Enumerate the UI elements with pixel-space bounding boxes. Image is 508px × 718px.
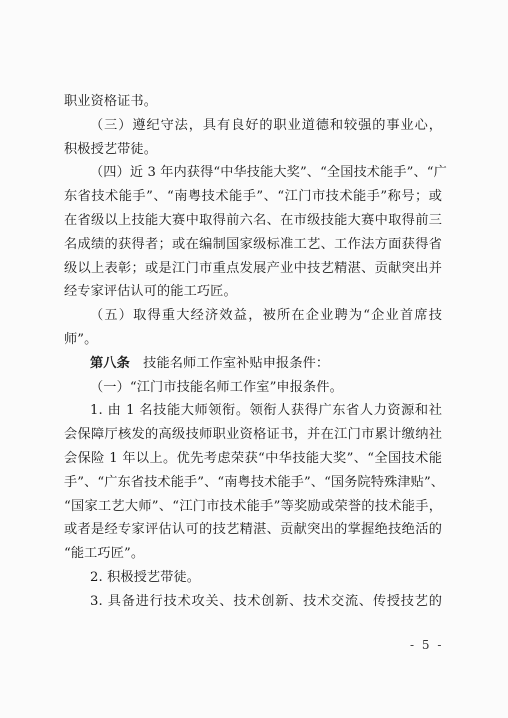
line-text: 或者是经专家评估认可的技艺精湛、贡献突出的掌握绝技绝活的 — [64, 522, 442, 538]
text-line — [64, 423, 442, 447]
text-line — [64, 209, 442, 233]
line-text: 手”、“广东省技术能手”、“南粤技术能手”、“国务院特殊津贴”、 — [64, 474, 445, 490]
line-text: 会保险 1 年以上。优先考虑荣获“中华技能大奖”、“全国技术能 — [64, 450, 442, 466]
line-text: （一）“江门市技能名师工作室”申报条件。 — [90, 379, 343, 395]
line-text: “国家工艺大师”、“江门市技术能手”等奖励或荣誉的技术能手， — [64, 498, 442, 514]
line-text: 技能名师工作室补贴申报条件： — [143, 355, 330, 371]
text-line — [64, 114, 442, 138]
line-text: “能工巧匠”。 — [64, 546, 145, 562]
text-line — [64, 399, 442, 423]
article-label: 第八条 — [90, 355, 130, 371]
line-text: 1. 由 1 名技能大师领衔。领衔人获得广东省人力资源和社 — [90, 403, 442, 419]
p-item-4 — [64, 161, 447, 304]
line-text: 2. 积极授艺带徒。 — [90, 569, 201, 585]
text-line — [64, 495, 442, 519]
p-condition-1 — [64, 399, 445, 566]
p-qualification-tail — [64, 90, 442, 114]
line-text: 经专家评估认可的能工巧匠。 — [64, 284, 237, 300]
text-line — [64, 138, 442, 162]
line-text: （四）近 3 年内获得“中华技能大奖”、“全国技术能手”、“广 — [90, 165, 447, 181]
text-line — [64, 566, 442, 590]
page-number: - 5 - — [410, 638, 444, 652]
line-text: 名成绩的获得者；或在编制国家级标准工艺、工作法方面获得省 — [64, 236, 442, 252]
text-line — [64, 352, 442, 376]
line-text: 职业资格证书。 — [64, 94, 158, 109]
text-line — [64, 376, 442, 400]
text-line — [64, 542, 442, 566]
text-line — [64, 518, 442, 542]
text-line — [64, 280, 442, 304]
text-line — [64, 590, 442, 614]
line-text: 3. 具备进行技术攻关、技术创新、技术交流、传授技艺的 — [90, 593, 442, 609]
line-text: 师”。 — [64, 331, 98, 347]
line-text: （三）遵纪守法，具有良好的职业道德和较强的事业心， — [90, 117, 442, 133]
text-line — [64, 185, 442, 209]
text-line — [64, 304, 442, 328]
p-condition-2 — [64, 566, 442, 590]
line-text: 级以上表彰；或是江门市重点发展产业中技艺精湛、贡献突出并 — [64, 260, 442, 276]
p-section-1 — [64, 376, 442, 400]
p-condition-3 — [64, 590, 442, 614]
line-text: 东省技术能手”、“南粤技术能手”、“江门市技术能手”称号；或 — [64, 189, 442, 205]
text-line — [64, 257, 442, 281]
text-line — [64, 161, 447, 185]
p-item-5 — [64, 304, 442, 352]
line-text: （五）取得重大经济效益，被所在企业聘为“企业首席技 — [90, 308, 442, 324]
text-line — [64, 328, 442, 352]
line-text: 积极授艺带徒。 — [64, 141, 158, 157]
line-text: 会保障厅核发的高级技师职业资格证书，并在江门市累计缴纳社 — [64, 427, 442, 443]
document-body — [64, 90, 447, 614]
text-line — [64, 233, 442, 257]
p-article-8 — [64, 352, 442, 376]
text-line — [64, 90, 442, 114]
p-item-3 — [64, 114, 442, 162]
line-text: 在省级以上技能大赛中取得前六名、在市级技能大赛中取得前三 — [64, 212, 442, 228]
text-line — [64, 471, 445, 495]
text-line — [64, 447, 442, 471]
